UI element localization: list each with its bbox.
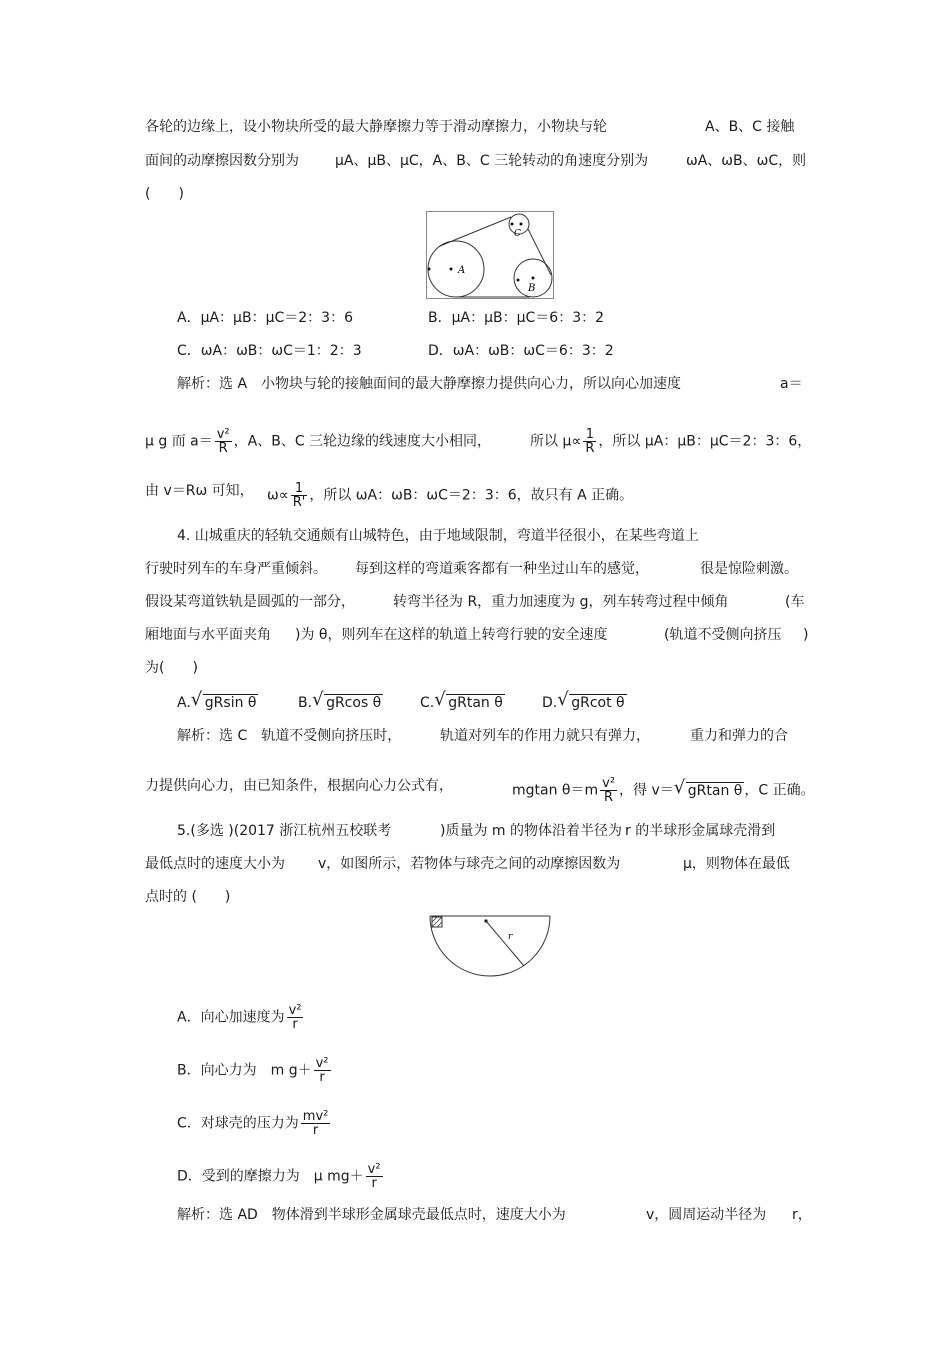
label-A: A [458, 265, 466, 276]
option-D: D．受到的摩擦力为 μ mg＋ $\frac{\text{v²}}{r}$ [177, 1162, 381, 1191]
answer-blank: 为( ) [145, 660, 198, 676]
fraction: $\frac{\text{mv²}}{r}$ [302, 1109, 329, 1138]
text-line: 面间的动摩擦因数分别为 [145, 153, 299, 169]
wheels-figure [426, 211, 554, 299]
option-D: D. √ gRcot θ [542, 689, 625, 711]
option-A: A．μA：μB：μC＝2：3：6 [177, 310, 353, 326]
text: μ g 而 a＝ [145, 433, 213, 450]
text-line: )质量为 m 的物体沿着半径为 [440, 823, 622, 839]
text-line: 假设某弯道铁轨是圆弧的一部分， [145, 594, 355, 610]
analysis-line: 解析：选 C 轨道不受侧向挤压时， [177, 728, 402, 744]
label-B: B [528, 283, 536, 294]
fraction: $\frac{\text{v²}}{r}$ [315, 1056, 329, 1085]
fraction: $\frac{\text{v²}}{R}$ [216, 427, 230, 456]
option-B: B．向心力为 m g＋ $\frac{\text{v²}}{r}$ [177, 1056, 329, 1085]
analysis-line: mgtan θ＝m $\frac{\text{v²}}{R}$ ，得 v＝ √ gRtan θ ，C 正确。 [512, 776, 815, 805]
fraction: $\frac{\text{v²}}{r}$ [288, 1003, 302, 1032]
answer-blank: ( ) [145, 186, 184, 202]
text-line: ) [803, 627, 809, 643]
text: ，A、B、C 三轮边缘的线速度大小相同， [233, 433, 492, 450]
option-C: C．对球壳的压力为 $\frac{\text{mv²}}{r}$ [177, 1109, 329, 1138]
fraction: $\frac{\text{v²}}{r}$ [367, 1162, 381, 1191]
question-4: 4. 山城重庆的轻轨交通颇有山城特色，由于地域限制，弯道半径很小，在某些弯道上 [177, 528, 699, 544]
radius-label: r [508, 932, 513, 942]
fraction: $\frac{1}{R'}$ [292, 481, 306, 510]
text-line: 转弯半径为 R，重力加速度为 g，列车转弯过程中倾角 [393, 594, 729, 610]
option-D: D．ωA：ωB：ωC＝6：3：2 [428, 343, 614, 359]
text-line: v，如图所示，若物体与球壳之间的动摩擦因数为 [318, 856, 621, 872]
hemisphere-figure [428, 912, 552, 982]
analysis-line: 解析：选 A 小物块与轮的接触面间的最大静摩擦力提供向心力，所以向心加速度 [177, 376, 682, 392]
text-line: 行驶时列车的车身严重倾斜。 [145, 561, 327, 577]
text-line: (轨道不受侧向挤压 [664, 627, 782, 643]
answer-blank: 点时的 ( ) [145, 889, 231, 905]
text-line: μA、μB、μC，A、B、C 三轮转动的角速度分别为 [335, 153, 649, 169]
analysis-line: 解析：选 AD 物体滑到半球形金属球壳最低点时，速度大小为 [177, 1207, 566, 1223]
text-line: 各轮的边缘上，设小物块所受的最大静摩擦力等于滑动摩擦力，小物块与轮 [145, 119, 607, 135]
option-C: C. √ gRtan θ [420, 689, 503, 711]
text: ，所以 ωA：ωB：ωC＝2：3：6，故只有 A 正确。 [309, 487, 634, 504]
text-line: 厢地面与水平面夹角 [145, 627, 271, 643]
question-5: 5.(多选 )(2017 浙江杭州五校联考 [177, 823, 392, 839]
text-line: (车 [785, 594, 805, 610]
option-A: A．向心加速度为 $\frac{\text{v²}}{r}$ [177, 1003, 302, 1032]
analysis-line [267, 482, 633, 509]
fraction: $\frac{1}{R}$ [585, 427, 595, 456]
option-A: A. √ gRsin θ [177, 689, 257, 711]
option-B: B. √ gRcos θ [298, 689, 382, 711]
option-C: C．ωA：ωB：ωC＝1：2：3 [177, 343, 362, 359]
text-line: μ，则物体在最低 [683, 856, 790, 872]
text: ，所以 μA：μB：μC＝2：3：6， [598, 433, 812, 450]
analysis-line: v，圆周运动半径为 [646, 1207, 767, 1223]
analysis-line: r， [792, 1207, 812, 1223]
text-line: 最低点时的速度大小为 [145, 856, 285, 872]
analysis-line: 轨道对列车的作用力就只有弹力， [440, 728, 650, 744]
fraction: $\frac{\text{v²}}{R}$ [602, 776, 616, 805]
text-line: r 的半球形金属球壳滑到 [625, 823, 776, 839]
text: 所以 μ∝ [530, 433, 582, 450]
analysis-line [530, 428, 811, 455]
label-C: C [514, 229, 521, 239]
text-line: )为 θ，则列车在这样的轨道上转弯行驶的安全速度 [295, 627, 608, 643]
text-line: ωA、ωB、ωC，则 [686, 153, 807, 169]
text-line: A、B、C 接触 [705, 119, 795, 135]
analysis-line: a＝ [780, 376, 803, 392]
option-B: B．μA：μB：μC＝6：3：2 [428, 310, 605, 326]
text-line: 很是惊险刺激。 [700, 561, 798, 577]
analysis-line [145, 428, 491, 455]
text-line: 每到这样的弯道乘客都有一种坐过山车的感觉， [355, 561, 649, 577]
analysis-line: 由 v＝Rω 可知， [145, 483, 254, 499]
analysis-line: 力提供向心力，由已知条件，根据向心力公式有， [145, 778, 453, 794]
text: ω∝ [267, 487, 289, 504]
analysis-line: 重力和弹力的合 [690, 728, 788, 744]
